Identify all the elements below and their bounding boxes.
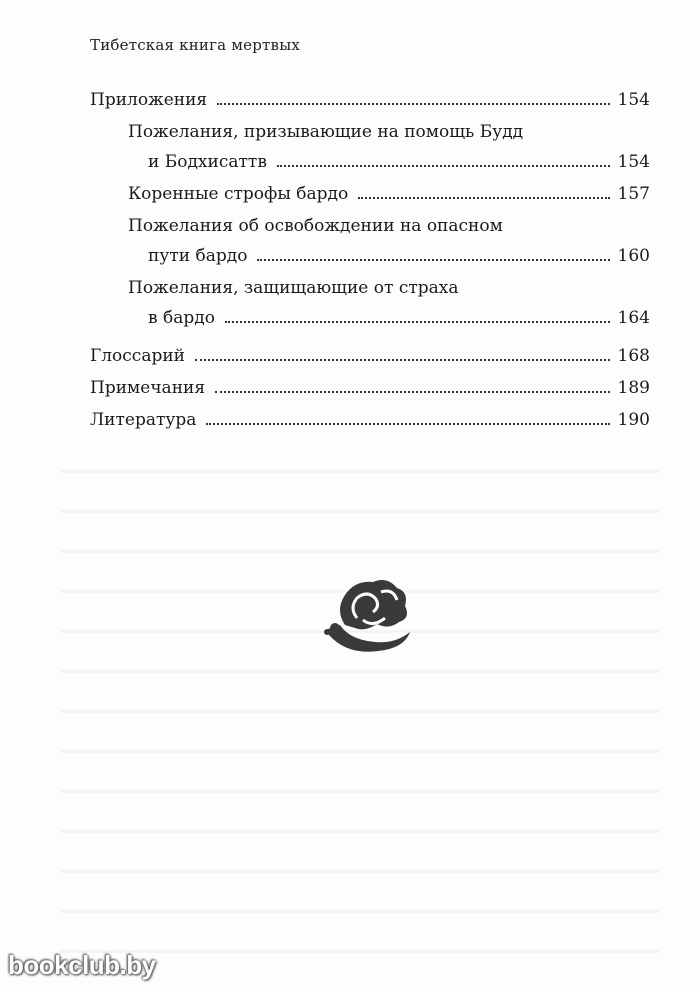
toc-entry-title: Литература bbox=[90, 410, 197, 430]
dot-leader bbox=[215, 390, 610, 393]
toc-entry-liberation-aspiration[interactable] bbox=[128, 210, 650, 272]
dot-leader bbox=[195, 358, 610, 361]
table-of-contents bbox=[90, 84, 650, 436]
dot-leader bbox=[257, 258, 610, 261]
toc-entry-title-continued: пути бардо bbox=[148, 246, 248, 266]
running-head: Тибетская книга мертвых bbox=[90, 36, 300, 54]
dot-leader bbox=[206, 422, 610, 425]
dot-leader bbox=[277, 164, 610, 167]
toc-entry-page: 164 bbox=[617, 308, 650, 328]
toc-entry-appendices[interactable] bbox=[90, 84, 650, 116]
toc-entry-root-verses[interactable] bbox=[128, 178, 650, 210]
toc-entry-title: Коренные строфы бардо bbox=[128, 184, 349, 204]
toc-entry-page: 157 bbox=[617, 184, 650, 204]
toc-entry-title: Пожелания об освобождении на опасном bbox=[128, 216, 503, 236]
toc-entry-page: 160 bbox=[617, 246, 650, 266]
toc-entry-page: 168 bbox=[617, 346, 650, 366]
toc-entry-title-continued: в бардо bbox=[148, 308, 215, 328]
toc-entry-title: Приложения bbox=[90, 90, 208, 110]
toc-entry-page: 154 bbox=[617, 152, 650, 172]
toc-entry-title-continued: и Бодхисаттв bbox=[148, 152, 267, 172]
toc-entry-page: 189 bbox=[617, 378, 650, 398]
dot-leader bbox=[217, 102, 610, 105]
toc-entry-page: 190 bbox=[617, 410, 650, 430]
watermark: bookclub.by bbox=[8, 950, 156, 980]
toc-entry-bibliography[interactable] bbox=[90, 404, 650, 436]
toc-entry-title: Примечания bbox=[90, 378, 206, 398]
toc-entry-buddhas-aspiration[interactable] bbox=[128, 116, 650, 178]
dot-leader bbox=[225, 320, 610, 323]
toc-entry-notes[interactable] bbox=[90, 372, 650, 404]
dot-leader bbox=[358, 196, 610, 199]
toc-entry-page: 154 bbox=[617, 90, 650, 110]
reverse-page-bleed-through bbox=[60, 440, 660, 960]
cloud-ornament-icon bbox=[315, 570, 415, 660]
toc-entry-title: Глоссарий bbox=[90, 346, 186, 366]
toc-entry-glossary[interactable] bbox=[90, 340, 650, 372]
toc-entry-fear-protection[interactable] bbox=[128, 272, 650, 334]
toc-entry-title: Пожелания, защищающие от страха bbox=[128, 278, 459, 298]
toc-entry-title: Пожелания, призывающие на помощь Будд bbox=[128, 122, 524, 142]
